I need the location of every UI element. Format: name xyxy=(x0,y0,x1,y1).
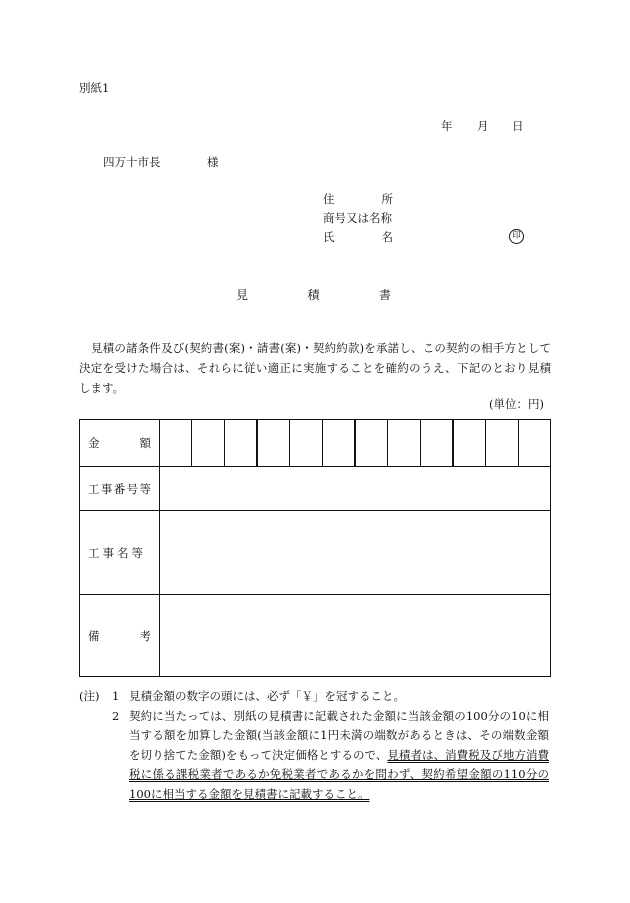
document-title: 見 積 書 xyxy=(236,288,391,302)
date-month-label: 月 xyxy=(477,119,489,133)
amount-digit-cell[interactable] xyxy=(192,420,224,466)
amount-digit-cell[interactable] xyxy=(486,420,518,466)
document-label: 別紙1 xyxy=(79,81,110,95)
row-label-project-name: 工 事 名 等 xyxy=(88,546,143,560)
project-name-field[interactable] xyxy=(160,511,550,595)
name-label: 氏 名 xyxy=(323,230,393,244)
honorific: 様 xyxy=(207,155,219,169)
row-label-project-number: 工 事 番 号 等 xyxy=(88,482,151,496)
remarks-field[interactable] xyxy=(160,595,550,677)
amount-digit-cells xyxy=(160,420,550,466)
amount-digit-cell[interactable] xyxy=(519,420,550,466)
notes-prefix: (注) xyxy=(79,689,100,703)
note-2 xyxy=(112,707,559,805)
addressee: 四万十市長 xyxy=(103,155,161,169)
date-day-label: 日 xyxy=(512,119,524,133)
note-1-number: 1 xyxy=(112,689,120,703)
notes xyxy=(79,687,559,804)
body-text: 見積の諸条件及び(契約書(案)・請書(案)・契約約款)を承諾し、この契約の相手方として決定を受けた場合は、それらに従い適正に実施することを確約のうえ、下記のとおり見積します。 xyxy=(79,341,551,395)
amount-digit-cell[interactable] xyxy=(323,420,356,466)
amount-digit-cell[interactable] xyxy=(258,420,290,466)
note-1 xyxy=(79,687,559,707)
note-1-text: 見積金額の数字の頭には、必ず「￥」を冠すること。 xyxy=(129,689,405,703)
unit-label: (単位：円) xyxy=(489,397,544,411)
amount-digit-cell[interactable] xyxy=(421,420,454,466)
company-name-label: 商号又は名称 xyxy=(323,211,392,225)
project-number-row xyxy=(80,466,550,511)
amount-digit-cell[interactable] xyxy=(160,420,192,466)
note-2-number: 2 xyxy=(112,708,120,723)
date-year-label: 年 xyxy=(441,119,453,133)
project-name-row xyxy=(80,510,550,595)
amount-digit-cell[interactable] xyxy=(290,420,322,466)
estimate-table xyxy=(79,419,551,677)
amount-digit-cell[interactable] xyxy=(225,420,258,466)
note-2-text: 契約に当たっては、別紙の見積書に記載された金額に当該金額の100分の10に相当する額を加算した金額(当該金額に1円未満の端数があるときは、その端数金額を切り捨てた金額)をもって決定価格とするので、 xyxy=(129,708,549,762)
amount-row xyxy=(80,420,550,466)
note-2-underlined-text: 見積者は、消費税及び地方消費税に係る課税業者であるか免税業者であるかを問わず、契約希望金額の110分の100に相当する金額を見積書に記載すること。 xyxy=(129,747,549,801)
row-label-amount: 金 額 xyxy=(88,436,151,450)
amount-digit-cell[interactable] xyxy=(356,420,388,466)
amount-digit-cell[interactable] xyxy=(388,420,420,466)
remarks-row xyxy=(80,594,550,677)
seal-mark: 印 xyxy=(509,229,524,244)
address-label: 住 所 xyxy=(323,192,393,206)
project-number-field[interactable] xyxy=(160,467,550,511)
row-label-remarks: 備 考 xyxy=(88,629,151,643)
amount-digit-cell[interactable] xyxy=(454,420,486,466)
